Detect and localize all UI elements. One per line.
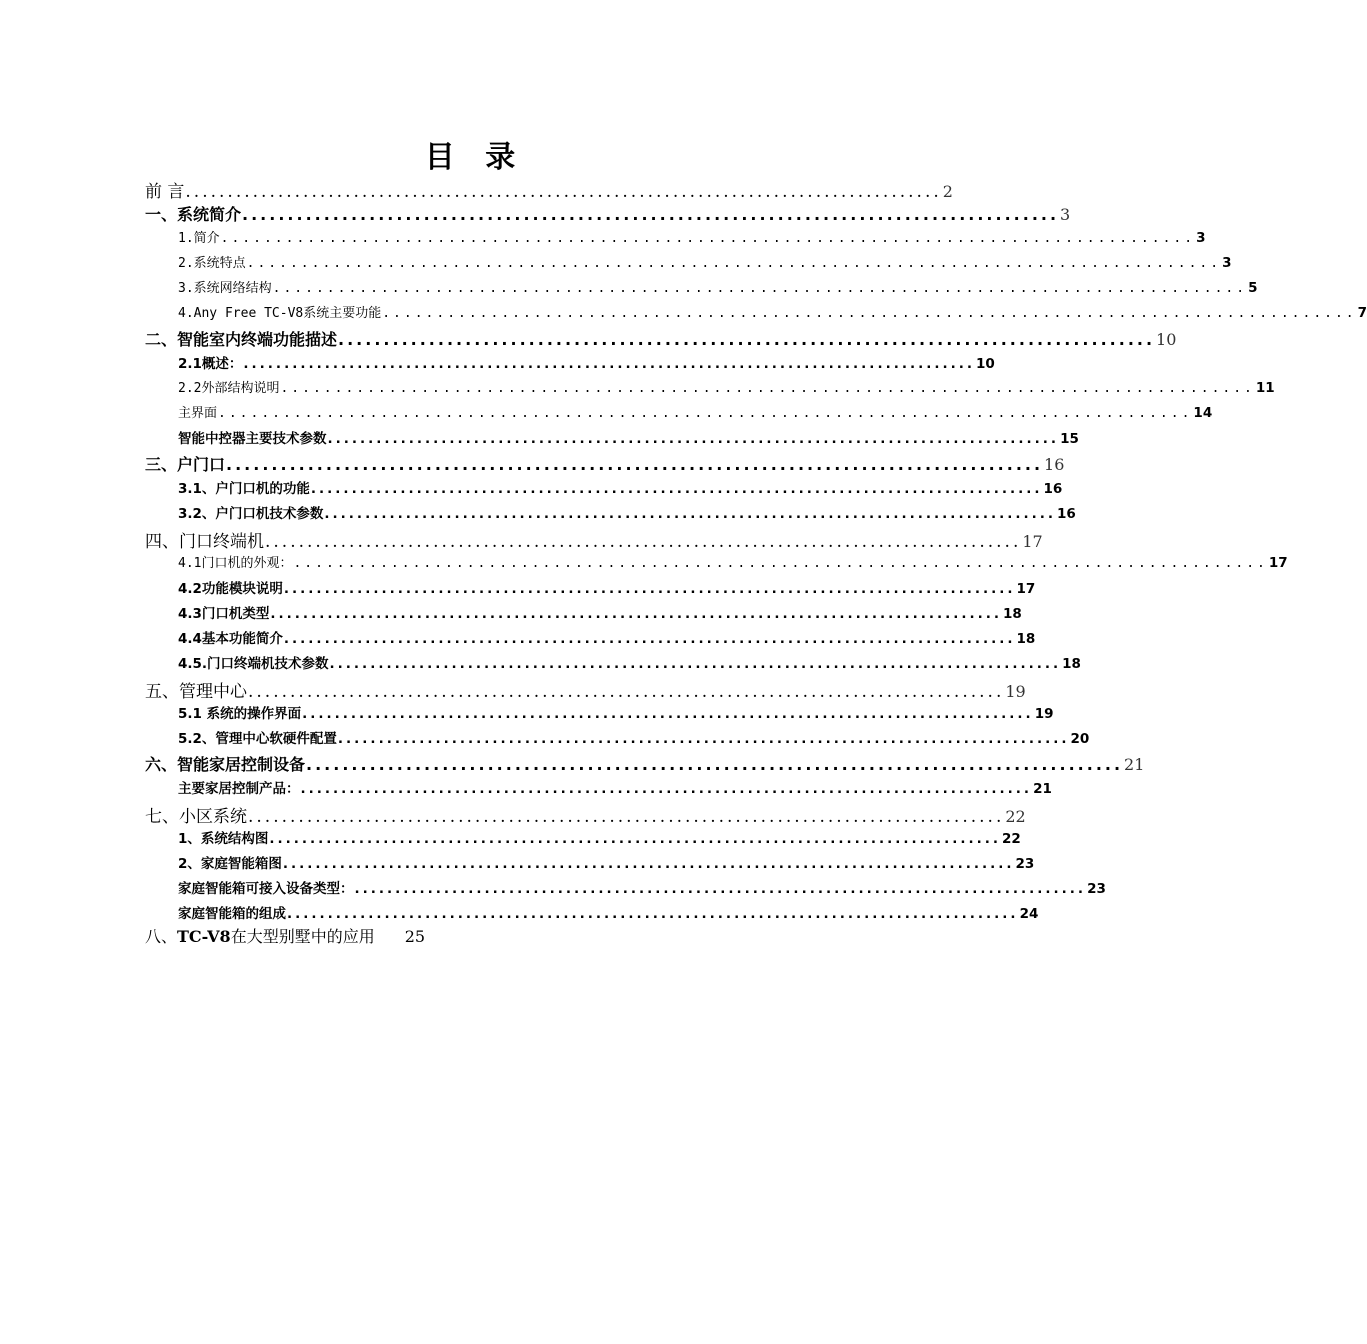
toc-entry-chapter-6[interactable]: 六、智能家居控制设备 .......................................................................................... 21 bbox=[145, 755, 1145, 774]
toc-entry-3-2[interactable]: 3.2、户门口机技术参数 .......................................................................................... 16 bbox=[178, 506, 1076, 522]
toc-entry-preface[interactable]: 前 言 .......................................................................................... 2 bbox=[145, 182, 953, 202]
toc-entry-chapter-3[interactable]: 三、户门口 .......................................................................................... 16 bbox=[145, 455, 1065, 474]
toc-entry-chapter-5[interactable]: 五、管理中心 .......................................................................................... 19 bbox=[145, 682, 1026, 702]
toc-entry-controller-params[interactable]: 智能中控器主要技术参数 .......................................................................................... 15 bbox=[178, 431, 1079, 447]
toc-entry-chapter-8[interactable]: 八、 TC-V8 在大型别墅中的应用 25 bbox=[145, 927, 426, 946]
toc-entry-4-5[interactable]: 4.5.门口终端机技术参数 .......................................................................................... 18 bbox=[178, 656, 1081, 672]
toc-entry-smartbox-devices[interactable]: 家庭智能箱可接入设备类型： .......................................................................................... 23 bbox=[178, 881, 1106, 897]
toc-entry-4-1[interactable]: 4.1门口机的外观： .......................................................................................... 17 bbox=[178, 555, 1288, 571]
toc-entry-1-3[interactable]: 3.系统网络结构 .......................................................................................... 5 bbox=[178, 280, 1258, 296]
toc-entry-chapter-4[interactable]: 四、门口终端机 .......................................................................................... 17 bbox=[145, 532, 1043, 552]
toc-entry-smartbox-composition[interactable]: 家庭智能箱的组成 .......................................................................................... 24 bbox=[178, 906, 1039, 922]
toc-entry-4-4[interactable]: 4.4基本功能简介 .......................................................................................... 18 bbox=[178, 631, 1036, 647]
toc-entry-5-1[interactable]: 5.1 系统的操作界面 .......................................................................................... 19 bbox=[178, 706, 1054, 722]
toc-entry-chapter-2[interactable]: 二、智能室内终端功能描述 .......................................................................................... 10 bbox=[145, 330, 1177, 349]
toc-entry-4-2[interactable]: 4.2功能模块说明 .......................................................................................... 17 bbox=[178, 581, 1036, 597]
toc-entry-7-1[interactable]: 1、系统结构图 .......................................................................................... 22 bbox=[178, 831, 1021, 847]
toc-entry-2-1[interactable]: 2.1概述： .......................................................................................... 10 bbox=[178, 356, 995, 372]
toc-entry-1-1[interactable]: 1.简介 .......................................................................................... 3 bbox=[178, 230, 1206, 246]
toc-entry-5-2[interactable]: 5.2、管理中心软硬件配置 .......................................................................................... 20 bbox=[178, 731, 1090, 747]
toc-entry-7-2[interactable]: 2、家庭智能箱图 .......................................................................................... 23 bbox=[178, 856, 1035, 872]
toc-entry-home-products[interactable]: 主要家居控制产品： .......................................................................................... 21 bbox=[178, 781, 1052, 797]
toc-entry-main-interface[interactable]: 主界面 .......................................................................................... 14 bbox=[178, 405, 1213, 421]
toc-entry-2-2[interactable]: 2.2外部结构说明 .......................................................................................... 11 bbox=[178, 380, 1275, 396]
toc-entry-1-4[interactable]: 4.Any Free TC-V8系统主要功能 .......................................................................................... 7 bbox=[178, 305, 1367, 321]
toc-title: 目 录 bbox=[424, 140, 526, 175]
toc-entry-chapter-7[interactable]: 七、小区系统 .......................................................................................... 22 bbox=[145, 807, 1026, 827]
toc-entry-3-1[interactable]: 3.1、户门口机的功能 .......................................................................................... 16 bbox=[178, 481, 1063, 497]
toc-entry-4-3[interactable]: 4.3门口机类型 .......................................................................................... 18 bbox=[178, 606, 1022, 622]
toc-entry-chapter-1[interactable]: 一、系统简介 .......................................................................................... 3 bbox=[145, 205, 1071, 224]
toc-entry-1-2[interactable]: 2.系统特点 .......................................................................................... 3 bbox=[178, 255, 1232, 271]
